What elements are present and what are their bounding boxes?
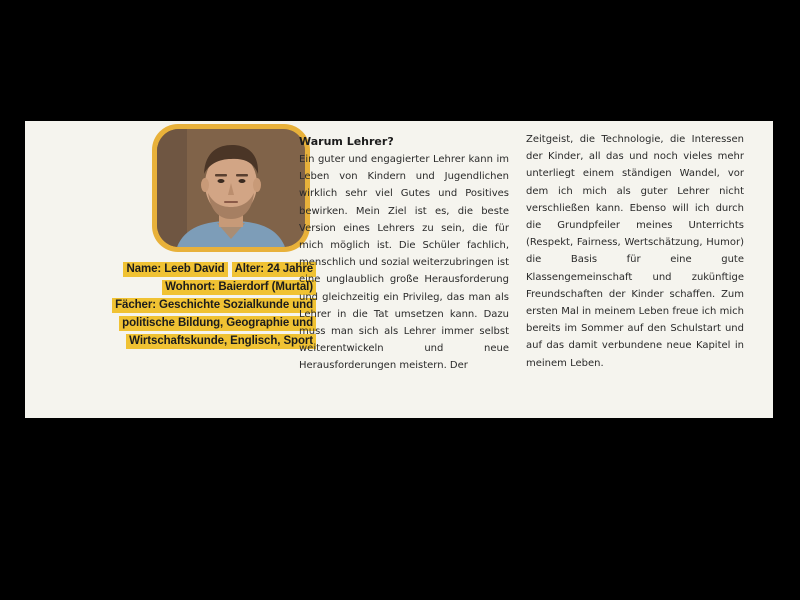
article-column-2 <box>526 131 744 372</box>
portrait-photo <box>157 129 305 247</box>
portrait-illustration <box>157 129 305 247</box>
subjects-line-3: Wirtschaftskunde, Englisch, Sport <box>126 334 316 349</box>
name-label: Name: Leeb David <box>123 262 227 277</box>
residence-label: Wohnort: Baierdorf (Murtal) <box>162 280 316 295</box>
subjects-line-2: politische Bildung, Geographie und <box>119 316 316 331</box>
portrait-frame <box>152 124 310 252</box>
info-line-subjects-2 <box>73 314 316 329</box>
article-page <box>25 121 773 418</box>
profile-info <box>73 260 316 350</box>
subjects-line-1: Fächer: Geschichte Sozialkunde und <box>112 298 316 313</box>
article-column-1 <box>299 134 509 375</box>
article-heading: Warum Lehrer? <box>299 135 394 148</box>
article-body-2: Zeitgeist, die Technologie, die Interessen der Kinder, all das und noch vieles mehr unterliegt einem ständigen Wandel, vor dem ich mich als guter Lehrer nicht verschließen kann. Ebenso will ich durch die Grundpfeiler meines Unterrichts (Respekt, Fairness, Wertschätzung, Humor) die Basis für eine gute Klassengemeinschaft und zukünftige Freundschaften der Kinder schaffen. Zum ersten Mal in meinem Leben freue ich mich bereits im Sommer auf den Schulstart und auf das damit verbundene neue Kapitel in meinem Leben. <box>526 134 744 369</box>
article-body-1: Ein guter und engagierter Lehrer kann im Leben von Kindern und Jugendlichen wirklich sehr viel Gutes und Positives bewirken. Mein Ziel ist es, die beste Version eines Lehrers zu sein, die für mich möglich ist. Die Schüler fachlich, menschlich und sozial weiterzubringen ist eine unglaublich große Herausforderung und gleichzeitig ein Privileg, das man als Lehrer in die Tat umsetzen kann. Dazu muss man sich als Lehrer immer selbst weiterentwickeln und neue Herausforderungen meistern. Der <box>299 154 509 372</box>
age-label: Alter: 24 Jahre <box>232 262 316 277</box>
info-line-residence <box>73 278 316 293</box>
info-line-subjects-1 <box>73 296 316 311</box>
info-line-subjects-3 <box>73 332 316 347</box>
info-line-name-age <box>73 260 316 275</box>
